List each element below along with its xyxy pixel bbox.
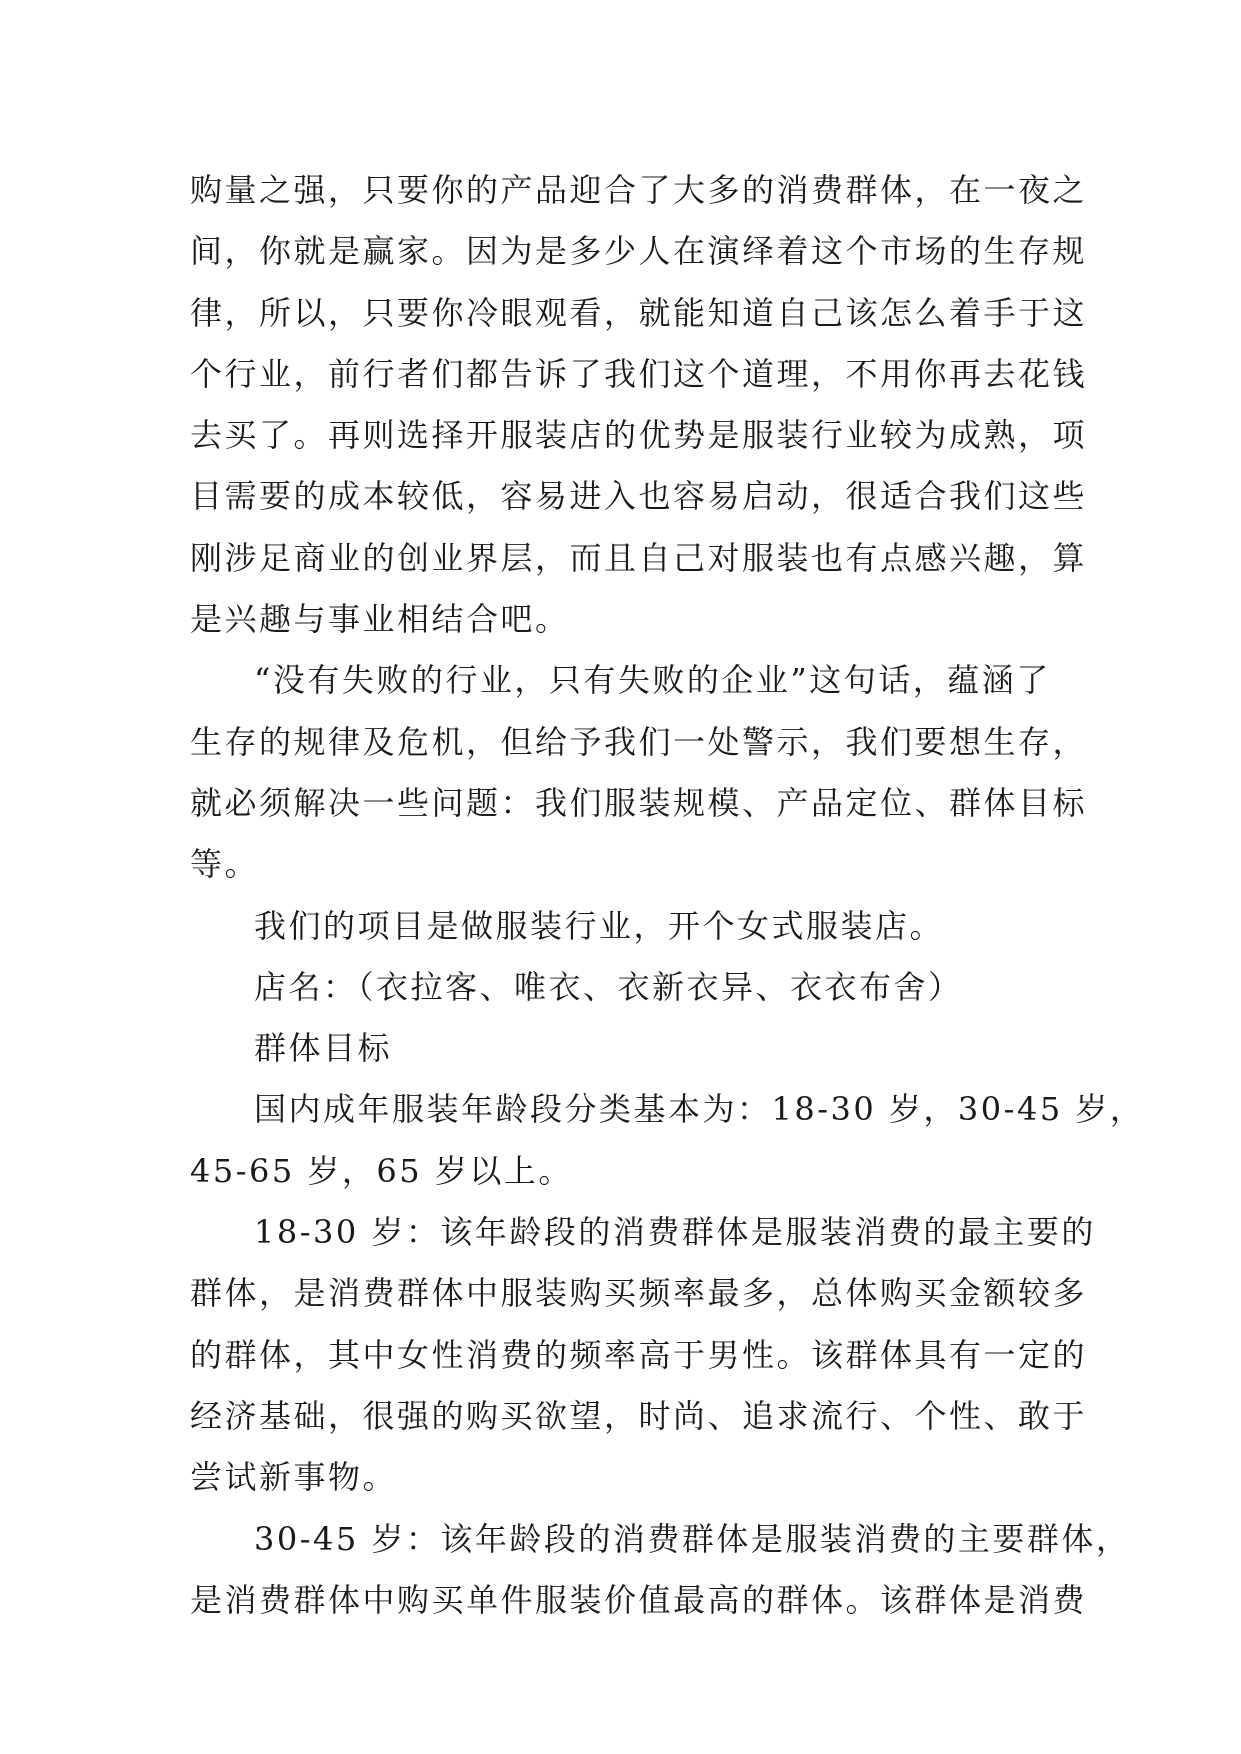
text-line: 等。 [190,845,260,884]
text-line: 个行业，前行者们都告诉了我们这个道理，不用你再去花钱 [190,354,1088,393]
text-line: 45-65 岁，65 岁以上。 [190,1151,573,1190]
text-line: 律，所以，只要你冷眼观看，就能知道自己该怎么着手于这 [190,293,1088,332]
text-line: 是消费群体中购买单件服装价值最高的群体。该群体是消费 [190,1580,1088,1619]
text-line: 尝试新事物。 [190,1458,398,1497]
text-line: 国内成年服装年龄段分类基本为：18-30 岁，30-45 岁， [254,1090,1145,1129]
text-line: 间，你就是赢家。因为是多少人在演绎着这个市场的生存规 [190,232,1088,271]
text-line: 群体，是消费群体中服装购买频率最多，总体购买金额较多 [190,1274,1088,1313]
section-heading: 群体目标 [254,1029,393,1068]
text-line: 购量之强，只要你的产品迎合了大多的消费群体，在一夜之 [190,171,1088,209]
text-line: 30-45 岁：该年龄段的消费群体是服装消费的主要群体， [254,1519,1131,1558]
text-line: 的群体，其中女性消费的频率高于男性。该群体具有一定的 [190,1335,1088,1374]
text-line: “没有失败的行业，只有失败的企业”这句话，蕴涵了 [254,661,1051,700]
text-line: 生存的规律及危机，但给予我们一处警示，我们要想生存， [190,722,1088,761]
text-line: 18-30 岁：该年龄段的消费群体是服装消费的最主要的 [254,1213,1096,1252]
text-line: 我们的项目是做服装行业，开个女式服装店。 [254,906,945,945]
text-line: 店名：（衣拉客、唯衣、衣新衣异、衣衣布舍） [254,967,963,1006]
text-line: 目需要的成本较低，容易进入也容易启动，很适合我们这些 [190,477,1088,516]
text-line: 就必须解决一些问题：我们服装规模、产品定位、群体目标 [190,783,1088,822]
text-line: 去买了。再则选择开服装店的优势是服装行业较为成熟，项 [190,416,1088,455]
text-line: 是兴趣与事业相结合吧。 [190,600,570,639]
body-text [190,160,1145,1631]
text-line: 经济基础，很强的购买欲望，时尚、追求流行、个性、敢于 [190,1396,1088,1435]
text-line: 刚涉足商业的创业界层，而且自己对服装也有点感兴趣，算 [190,538,1088,577]
